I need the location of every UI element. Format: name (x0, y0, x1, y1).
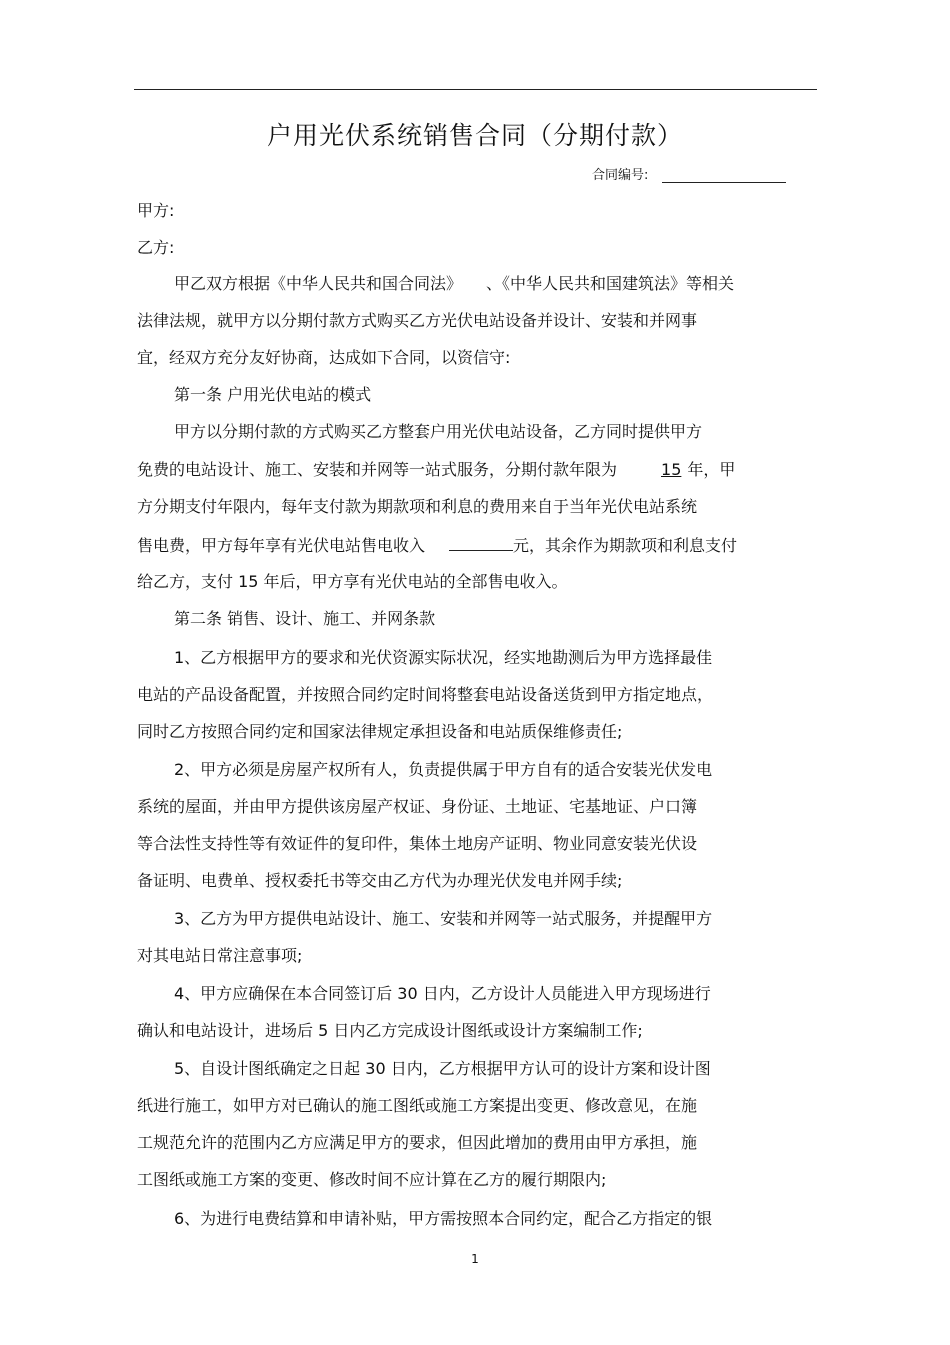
paragraph-line: 电站的产品设备配置，并按照合同约定时间将整套电站设备送货到甲方指定地点， (137, 685, 714, 704)
text-span: 免费的电站设计、施工、安装和并网等一站式服务，分期付款年限为 (137, 460, 618, 479)
document-title: 户用光伏系统销售合同（分期付款） (266, 121, 683, 150)
paragraph-line: 3、乙方为甲方提供电站设计、施工、安装和并网等一站式服务，并提醒甲方 (174, 909, 713, 928)
paragraph-line: 备证明、电费单、授权委托书等交由乙方代为办理光伏发电并网手续; (137, 871, 623, 890)
party-a: 甲方: (137, 201, 175, 220)
contract-number (592, 164, 786, 183)
paragraph-line: 工规范允许的范围内乙方应满足甲方的要求，但因此增加的费用由甲方承担，施 (137, 1133, 698, 1152)
paragraph-line: 2、甲方必须是房屋产权所有人，负责提供属于甲方自有的适合安装光伏发电 (174, 760, 713, 779)
article-heading: 第二条 销售、设计、施工、并网条款 (174, 609, 436, 628)
paragraph-line: 1、乙方根据甲方的要求和光伏资源实际状况，经实地勘测后为甲方选择最佳 (174, 648, 713, 667)
contract-number-label: 合同编号: (592, 168, 649, 183)
paragraph-line: 方分期支付年限内，每年支付款为期款项和利息的费用来自于当年光伏电站系统 (137, 497, 698, 516)
paragraph-line (174, 273, 734, 295)
paragraph-line: 确认和电站设计，进场后 5 日内乙方完成设计图纸或设计方案编制工作; (137, 1021, 643, 1040)
text-span: 售电费，甲方每年享有光伏电站售电收入 (137, 536, 426, 555)
paragraph-line: 对其电站日常注意事项; (137, 946, 303, 965)
text-span: 、《中华人民共和国建筑法》等相关 (486, 274, 735, 293)
text-span: 甲乙双方根据《中华人民共和国合同法》 (174, 274, 463, 293)
header-rule (134, 89, 817, 90)
paragraph-line: 同时乙方按照合同约定和国家法律规定承担设备和电站质保维修责任; (137, 722, 623, 741)
contract-number-blank (662, 167, 786, 183)
years-field: 15 (661, 460, 682, 479)
income-blank (449, 534, 513, 551)
paragraph-line: 等合法性支持性等有效证件的复印件，集体土地房产证明、物业同意安装光伏设 (137, 834, 698, 853)
paragraph-line: 给乙方，支付 15 年后，甲方享有光伏电站的全部售电收入。 (137, 572, 568, 591)
paragraph-line: 甲方以分期付款的方式购买乙方整套户用光伏电站设备，乙方同时提供甲方 (174, 422, 703, 441)
text-span: 元，其余作为期款项和利息支付 (513, 536, 738, 555)
article-heading: 第一条 户用光伏电站的模式 (174, 385, 372, 404)
page-number: 1 (471, 1252, 479, 1266)
text-span: 年，甲 (687, 460, 736, 479)
paragraph-line (137, 459, 735, 481)
party-b: 乙方: (137, 238, 175, 257)
paragraph-line: 法律法规，就甲方以分期付款方式购买乙方光伏电站设备并设计、安装和并网事 (137, 311, 698, 330)
paragraph-line: 6、为进行电费结算和申请补贴，甲方需按照本合同约定，配合乙方指定的银 (174, 1209, 713, 1228)
paragraph-line: 宜，经双方充分友好协商，达成如下合同，以资信守: (137, 348, 511, 367)
paragraph-line: 5、自设计图纸确定之日起 30 日内，乙方根据甲方认可的设计方案和设计图 (174, 1059, 711, 1078)
paragraph-line: 纸进行施工，如甲方对已确认的施工图纸或施工方案提出变更、修改意见，在施 (137, 1096, 698, 1115)
paragraph-line (137, 534, 737, 557)
paragraph-line: 4、甲方应确保在本合同签订后 30 日内，乙方设计人员能进入甲方现场进行 (174, 984, 711, 1003)
paragraph-line: 工图纸或施工方案的变更、修改时间不应计算在乙方的履行期限内; (137, 1170, 607, 1189)
paragraph-line: 系统的屋面，并由甲方提供该房屋产权证、身份证、土地证、宅基地证、户口簿 (137, 797, 698, 816)
